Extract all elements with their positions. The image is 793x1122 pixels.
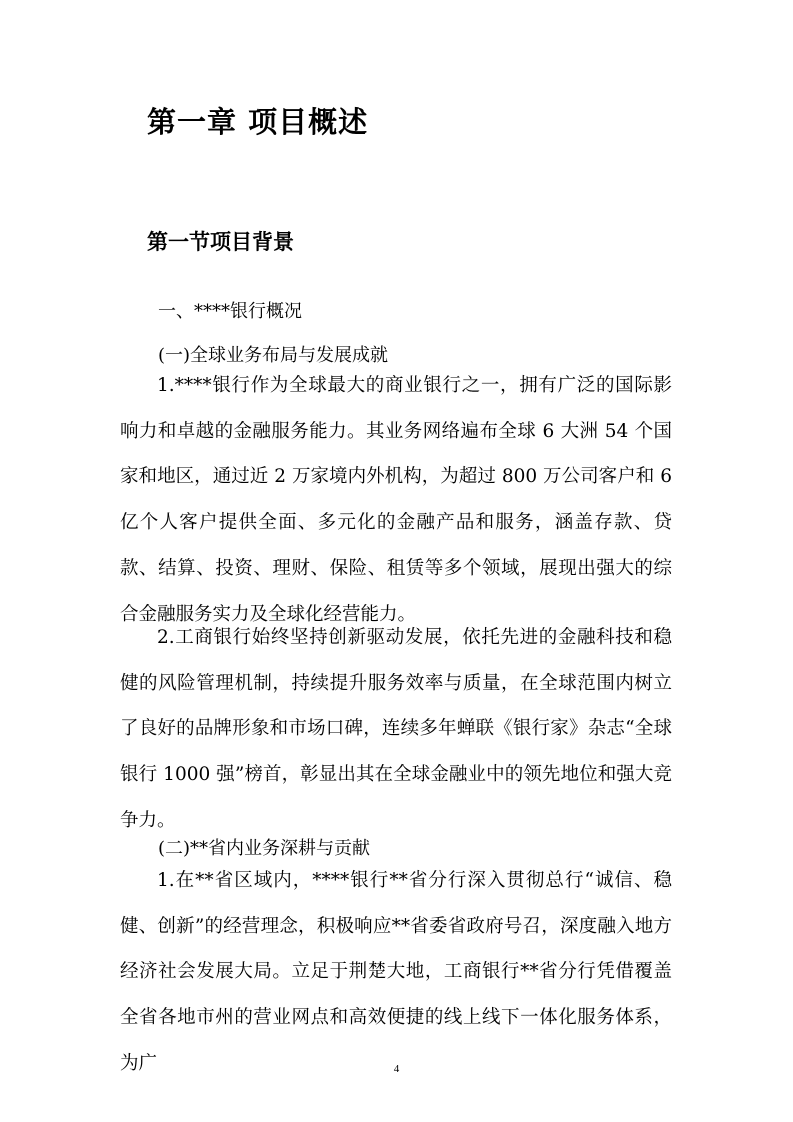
subheading-provincial-business: (二)**省内业务深耕与贡献 [158, 838, 371, 859]
paragraph-innovation: 2.工商银行始终坚持创新驱动发展，依托先进的金融科技和稳健的风险管理机制，持续提升服务效率与质量，在全球范围内树立了良好的品牌形象和市场口碑，连续多年蝉联《银行家》杂志“全球银行 1000 强”榜首，彰显出其在全球金融业中的领先地位和强大竞争力。 [120, 627, 672, 831]
heading-bank-overview: 一、****银行概况 [158, 301, 302, 322]
paragraph-global-overview: 1.****银行作为全球最大的商业银行之一，拥有广泛的国际影响力和卓越的金融服务能力。其业务网络遍布全球 6 大洲 54 个国家和地区，通过近 2 万家境内外机构，为超过 800 万公司客户和 6 亿个人客户提供全面、多元化的金融产品和服务，涵盖存款、贷款、结算、投资、理财、保险、租赁等多个领域，展现出强大的综合金融服务实力及全球化经营能力。 [120, 375, 672, 625]
subheading-global-business: (一)全球业务布局与发展成就 [158, 345, 389, 366]
page-number: 4 [393, 1063, 400, 1075]
section-title: 第一节项目背景 [147, 229, 294, 254]
chapter-title: 第一章 项目概述 [147, 105, 369, 139]
paragraph-provincial: 1.在**省区域内，****银行**省分行深入贯彻总行“诚信、稳健、创新”的经营理念，积极响应**省委省政府号召，深度融入地方经济社会发展大局。立足于荆楚大地，工商银行**省分行凭借覆盖全省各地市州的营业网点和高效便捷的线上线下一体化服务体系，为广 [120, 870, 672, 1074]
